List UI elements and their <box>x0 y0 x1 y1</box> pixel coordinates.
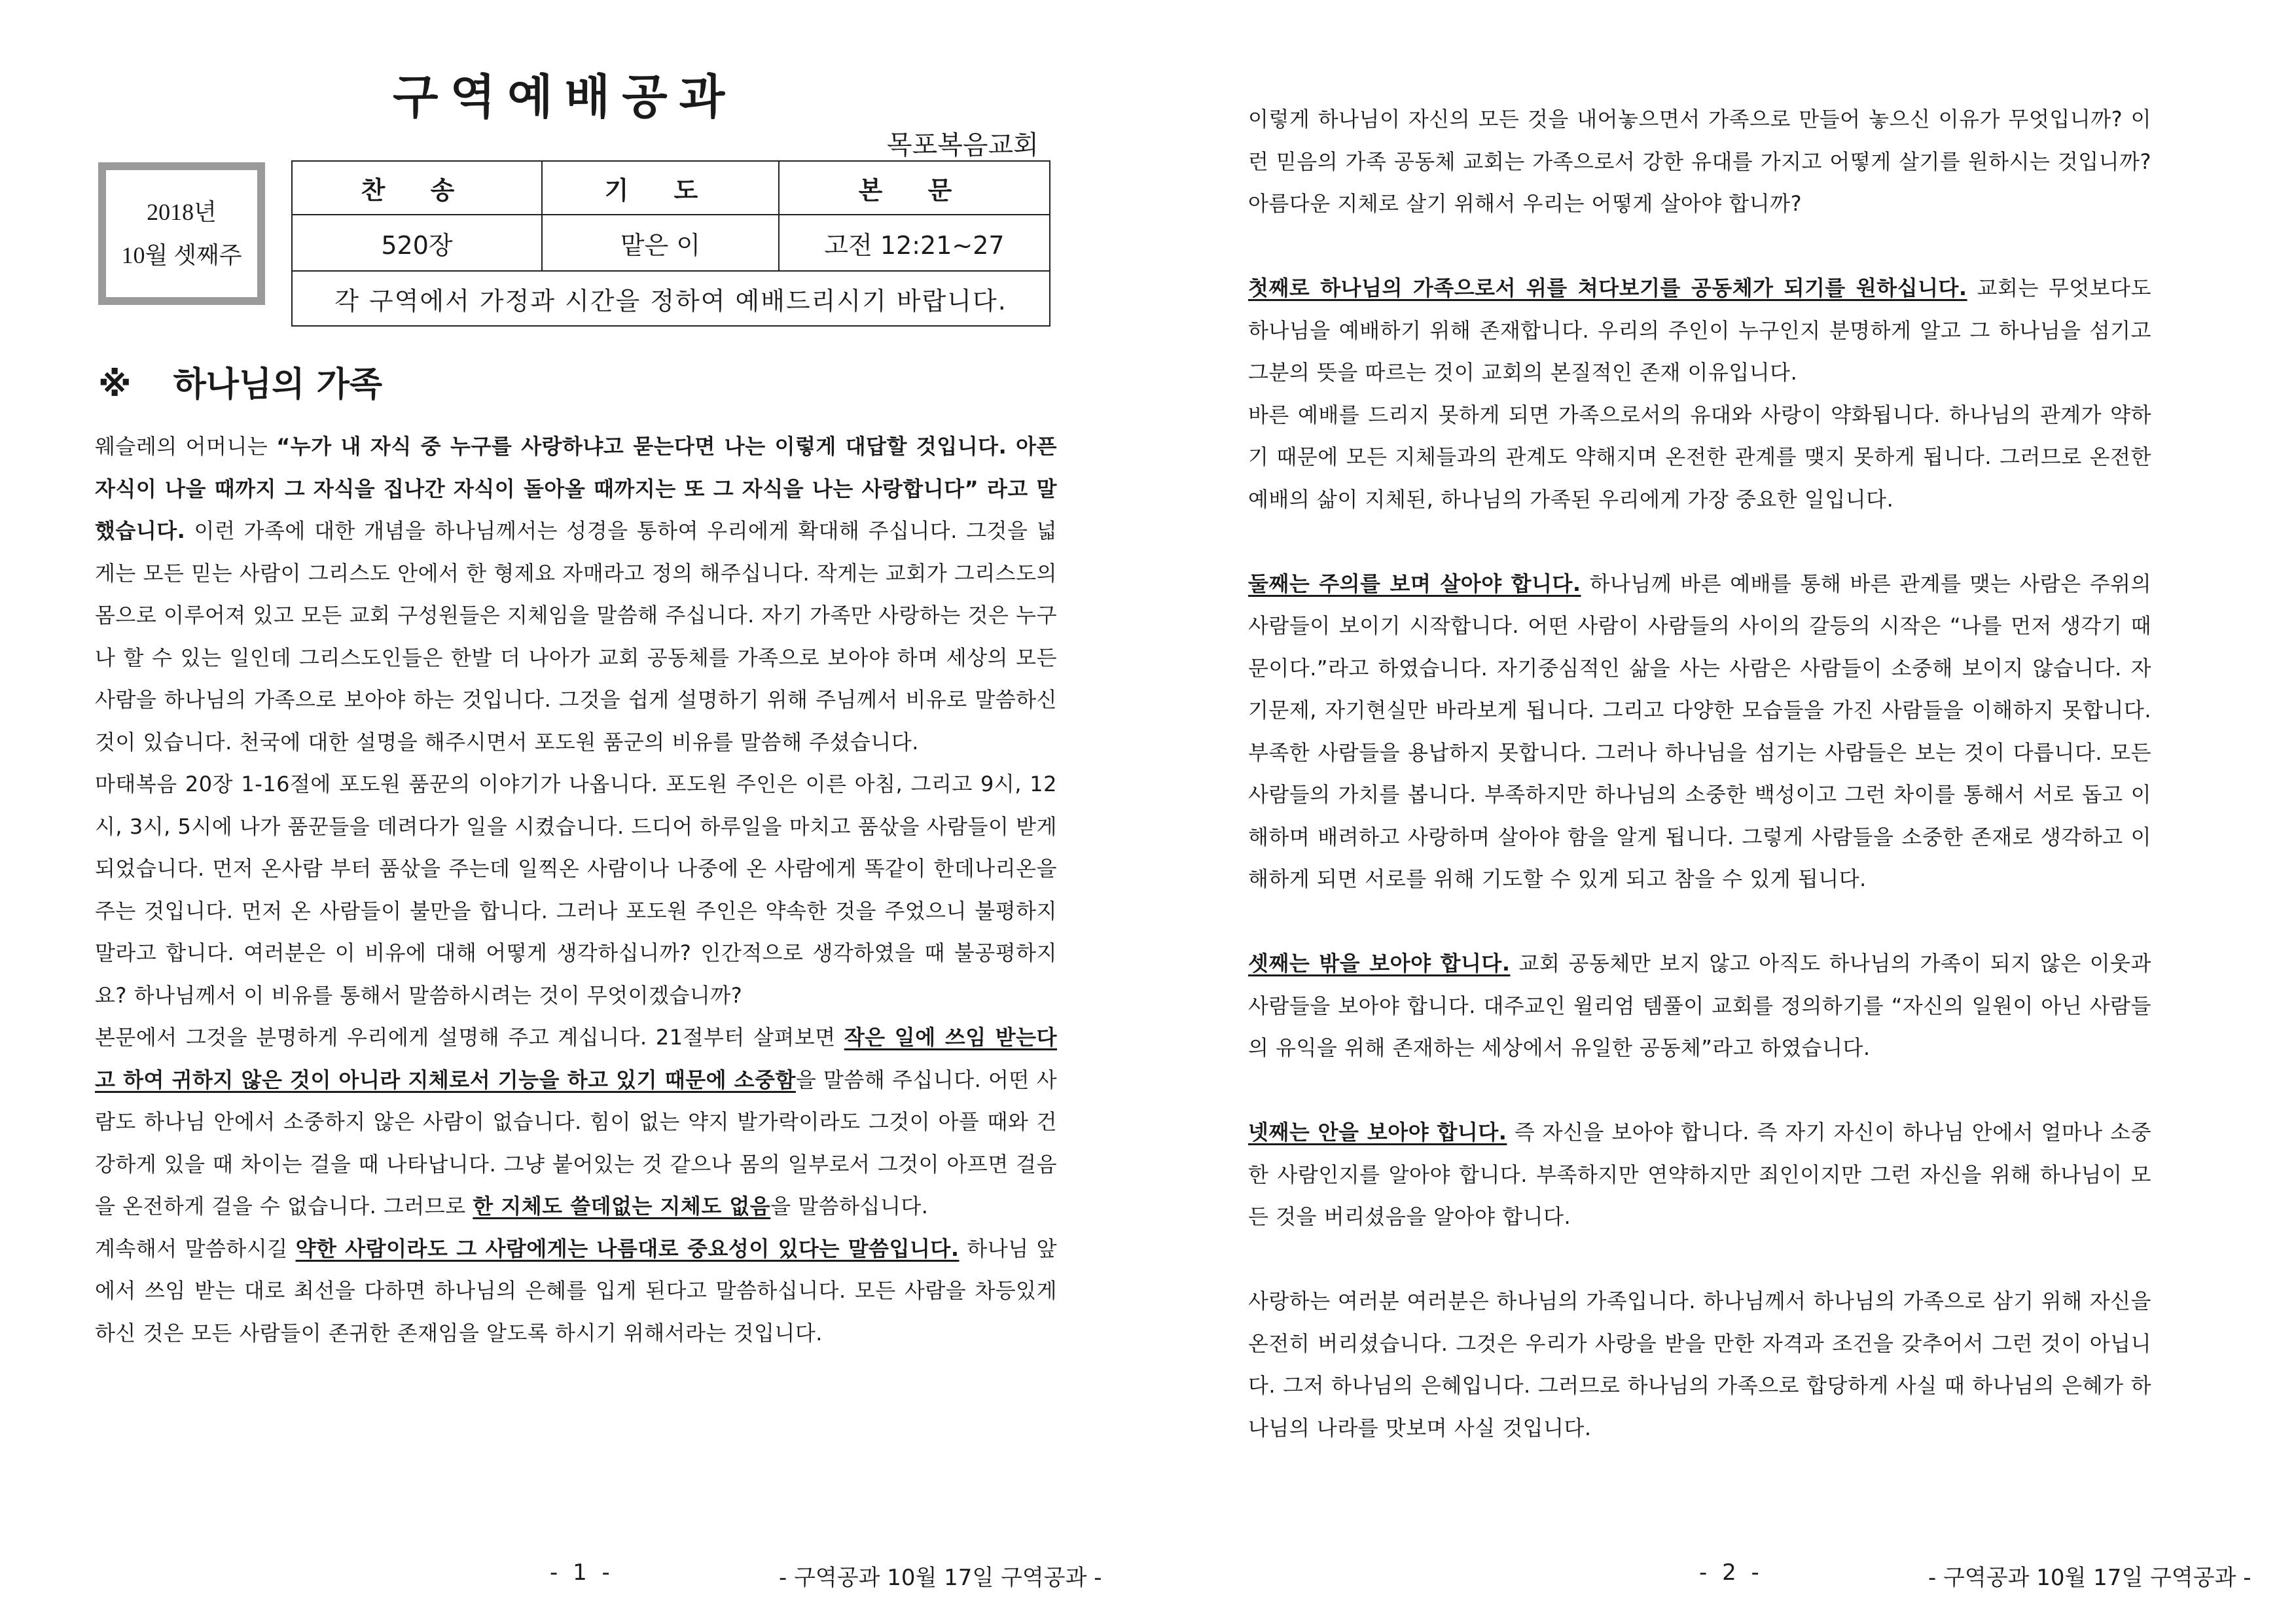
page-footer: - 구역공과 10월 17일 구역공과 - <box>1928 1565 2251 1591</box>
fourth-point-heading: 넷째는 안을 보아야 합니다. <box>1248 1120 1507 1145</box>
header-prayer: 기 도 <box>542 161 779 215</box>
paragraph-first-cont: 바른 예배를 드리지 못하게 되면 가족으로서의 유대와 사랑이 약화됩니다. 하나님의 관계가 약하기 때문에 모든 지체들과의 관계도 약해지며 온전한 관계를 맺지 못하게 됩니다. 그러므로 온전한 예배의 삶이 지체된, 하나님의 가족된 우리에게 가장 중요한 일입니다. <box>1248 402 2151 512</box>
section-title-text: 하나님의 가족 <box>173 365 383 404</box>
paragraph-members: 본문에서 그것을 분명하게 우리에게 설명해 주고 계십니다. 21절부터 살펴보면 작은 일에 쓰임 받는다고 하여 귀하지 않은 것이 아니라 지체로서 기능을 하고 있기 때문에 소중함을 말씀해 주십니다. 어떤 사람도 하나님 안에서 소중하지 않은 사람이 없습니다. 힘이 없는 약지 발가락이라도 그것이 아플 때와 건강하게 있을 때 차이는 걸을 때 나타납니다. 그냥 붙어있는 것 같으나 몸의 일부로서 그것이 아프면 걸음을 온전하게 걸을 수 없습니다. 그러므로 한 지체도 쓸데없는 지체도 없음을 말씀하십니다. <box>95 1025 1057 1219</box>
paragraph-weak-members: 계속해서 말씀하시길 약한 사람이라도 그 사람에게는 나름대로 중요성이 있다는 말씀입니다. 하나님 앞에서 쓰임 받는 대로 최선을 다하면 하나님의 은혜를 입게 된다고 말씀하십니다. 모든 사람을 차등있게 하신 것은 모든 사람들이 존귀한 존재임을 알도록 하시기 위해서라는 것입니다. <box>95 1236 1057 1346</box>
third-point-heading: 셋째는 밖을 보아야 합니다. <box>1248 951 1511 976</box>
church-name: 목포복음교회 <box>887 130 1039 160</box>
date-box <box>98 162 265 305</box>
underlined-emphasis: 약한 사람이라도 그 사람에게는 나름대로 중요성이 있다는 말씀입니다. <box>295 1236 960 1261</box>
page1-body <box>95 425 1057 1354</box>
page-number: - 1 - <box>550 1560 614 1586</box>
underlined-emphasis: 한 지체도 쓸데없는 지체도 없음 <box>473 1194 771 1219</box>
page-2 <box>1148 0 2296 1623</box>
reference-mark-icon: ※ <box>98 365 132 404</box>
paragraph-wesley: 웨슬레의 어머니는 “누가 내 자식 중 누구를 사랑하냐고 묻는다면 나는 이렇게 대답할 것입니다. 아픈 자식이 나을 때까지 그 자식을 집나간 자식이 돌아올 때까지는 또 그 자식을 나는 사랑합니다” 라고 말했습니다. 이런 가족에 대한 개념을 하나님께서는 성경을 통하여 우리에게 확대해 주십니다. 그것을 넓게는 모든 믿는 사람이 그리스도 안에서 한 형제요 자매라고 정의 해주십니다. 작게는 교회가 그리스도의 몸으로 이루어져 있고 모든 교회 구성원들은 지체임을 말씀해 주십니다. 자기 가족만 사랑하는 것은 누구나 할 수 있는 일인데 그리스도인들은 한발 더 나아가 교회 공동체를 가족으로 보아야 하며 세상의 모든 사람을 하나님의 가족으로 보아야 하는 것입니다. 그것을 쉽게 설명하기 위해 주님께서 비유로 말씀하신 것이 있습니다. 천국에 대한 설명을 해주시면서 포도원 품군의 비유를 말씀해 주셨습니다. <box>95 434 1058 755</box>
paragraph-vineyard: 마태복음 20장 1-16절에 포도원 품꾼의 이야기가 나옵니다. 포도원 주인은 이른 아침, 그리고 9시, 12시, 3시, 5시에 나가 품꾼들을 데려다가 일을 시켰습니다. 드디어 하루일을 마치고 품삯을 사람들이 받게 되었습니다. 먼저 온사람 부터 품삯을 주는데 일찍온 사람이나 나중에 온 사람에게 똑같이 한데나리온을 주는 것입니다. 먼저 온 사람들이 불만을 합니다. 그러나 포도원 주인은 약속한 것을 주었으니 불평하지 말라고 합니다. 여러분은 이 비유에 대해 어떻게 생각하십니까? 인간적으로 생각하였을 때 불공평하지요? 하나님께서 이 비유를 통해서 말씀하시려는 것이 무엇이겠습니까? <box>95 772 1057 1008</box>
date-week: 10월 셋째주 <box>121 242 242 268</box>
paragraph-fourth: 넷째는 안을 보아야 합니다. 즉 자신을 보아야 합니다. 즉 자기 자신이 하나님 안에서 얼마나 소중한 사람인지를 알아야 합니다. 부족하지만 연약하지만 죄인이지만 그런 자신을 위해 하나님이 모든 것을 버리셨음을 알아야 합니다. <box>1248 1120 2151 1229</box>
prayer-leader: 맡은 이 <box>542 215 779 271</box>
page-number: - 2 - <box>1699 1560 1763 1586</box>
wesley-mother-quote: “누가 내 자식 중 누구를 사랑하냐고 묻는다면 나는 이렇게 대답할 것입니다. 아픈 자식이 나을 때까지 그 자식을 집나간 자식이 돌아올 때까지는 또 그 자식을 나는 사랑합니다” 라고 말했습니다. <box>95 434 1058 543</box>
hymn-number: 520장 <box>292 215 542 271</box>
paragraph-closing: 사랑하는 여러분 여러분은 하나님의 가족입니다. 하나님께서 하나님의 가족으로 삼기 위해 자신을 온전히 버리셨습니다. 그것은 우리가 사랑을 받을 만한 자격과 조건을 갖추어서 그런 것이 아닙니다. 그저 하나님의 은혜입니다. 그러므로 하나님의 가족으로 합당하게 사실 때 하나님의 은혜가 하나님의 나라를 맛보며 사실 것입니다. <box>1248 1289 2151 1440</box>
table-value-row <box>292 215 1050 271</box>
first-point-heading: 첫째로 하나님의 가족으로서 위를 쳐다보기를 공동체가 되기를 원하십니다. <box>1248 276 1967 300</box>
worship-info-table <box>291 160 1050 327</box>
document-title: 구역예배공과 <box>393 69 737 124</box>
scripture-reference: 고전 12:21~27 <box>779 215 1050 271</box>
header-scripture: 본 문 <box>779 161 1050 215</box>
paragraph-first: 첫째로 하나님의 가족으로서 위를 쳐다보기를 공동체가 되기를 원하십니다. 교회는 무엇보다도 하나님을 예배하기 위해 존재합니다. 우리의 주인이 누구인지 분명하게 알고 그 하나님을 섬기고 그분의 뜻을 따르는 것이 교회의 본질적인 존재 이유입니다. <box>1248 276 2151 385</box>
underlined-emphasis: 작은 일에 쓰임 받는다고 하여 귀하지 않은 것이 아니라 지체로서 기능을 하고 있기 때문에 소중함 <box>95 1025 1057 1092</box>
section-title <box>98 357 382 406</box>
paragraph-third: 셋째는 밖을 보아야 합니다. 교회 공동체만 보지 않고 아직도 하나님의 가족이 되지 않은 이웃과 사람들을 보아야 합니다. 대주교인 윌리엄 템풀이 교회를 정의하기를 “자신의 일원이 아닌 사람들의 유익을 위해 존재하는 세상에서 유일한 공동체”라고 하였습니다. <box>1248 951 2151 1060</box>
paragraph-second: 둘째는 주의를 보며 살아야 합니다. 하나님께 바른 예배를 통해 바른 관계를 맺는 사람은 주위의 사람들이 보이기 시작합니다. 어떤 사람이 사람들의 사이의 갈등의 시작은 “나를 먼저 생각기 때문이다.”라고 하였습니다. 자기중심적인 삶을 사는 사람은 사람들이 소중해 보이지 않습니다. 자기문제, 자기현실만 바라보게 됩니다. 그리고 다양한 모습들을 가진 사람들을 이해하지 못합니다. 부족한 사람들을 용납하지 못합니다. 그러나 하나님을 섬기는 사람들은 보는 것이 다릅니다. 모든 사람들의 가치를 봅니다. 부족하지만 하나님의 소중한 백성이고 그런 차이를 통해서 서로 돕고 이해하며 배려하고 사랑하며 살아야 함을 알게 됩니다. 그렇게 사람들을 소중한 존재로 생각하고 이해하게 되면 서로를 위해 기도할 수 있게 되고 참을 수 있게 됩니다. <box>1248 571 2151 891</box>
second-point-heading: 둘째는 주의를 보며 살아야 합니다. <box>1248 571 1581 596</box>
table-note-row <box>292 271 1050 326</box>
date-year: 2018년 <box>147 199 217 225</box>
page-footer: - 구역공과 10월 17일 구역공과 - <box>779 1565 1102 1591</box>
table-header-row <box>292 161 1050 215</box>
schedule-note: 각 구역에서 가정과 시간을 정하여 예배드리시기 바랍니다. <box>292 271 1050 326</box>
paragraph-intro: 이렇게 하나님이 자신의 모든 것을 내어놓으면서 가족으로 만들어 놓으신 이유가 무엇입니까? 이런 믿음의 가족 공동체 교회는 가족으로서 강한 유대를 가지고 어떻게 살기를 원하시는 것입니까? 아름다운 지체로 살기 위해서 우리는 어떻게 살아야 합니까? <box>1248 107 2151 216</box>
header-hymn: 찬 송 <box>292 161 542 215</box>
page2-body <box>1248 98 2151 1449</box>
